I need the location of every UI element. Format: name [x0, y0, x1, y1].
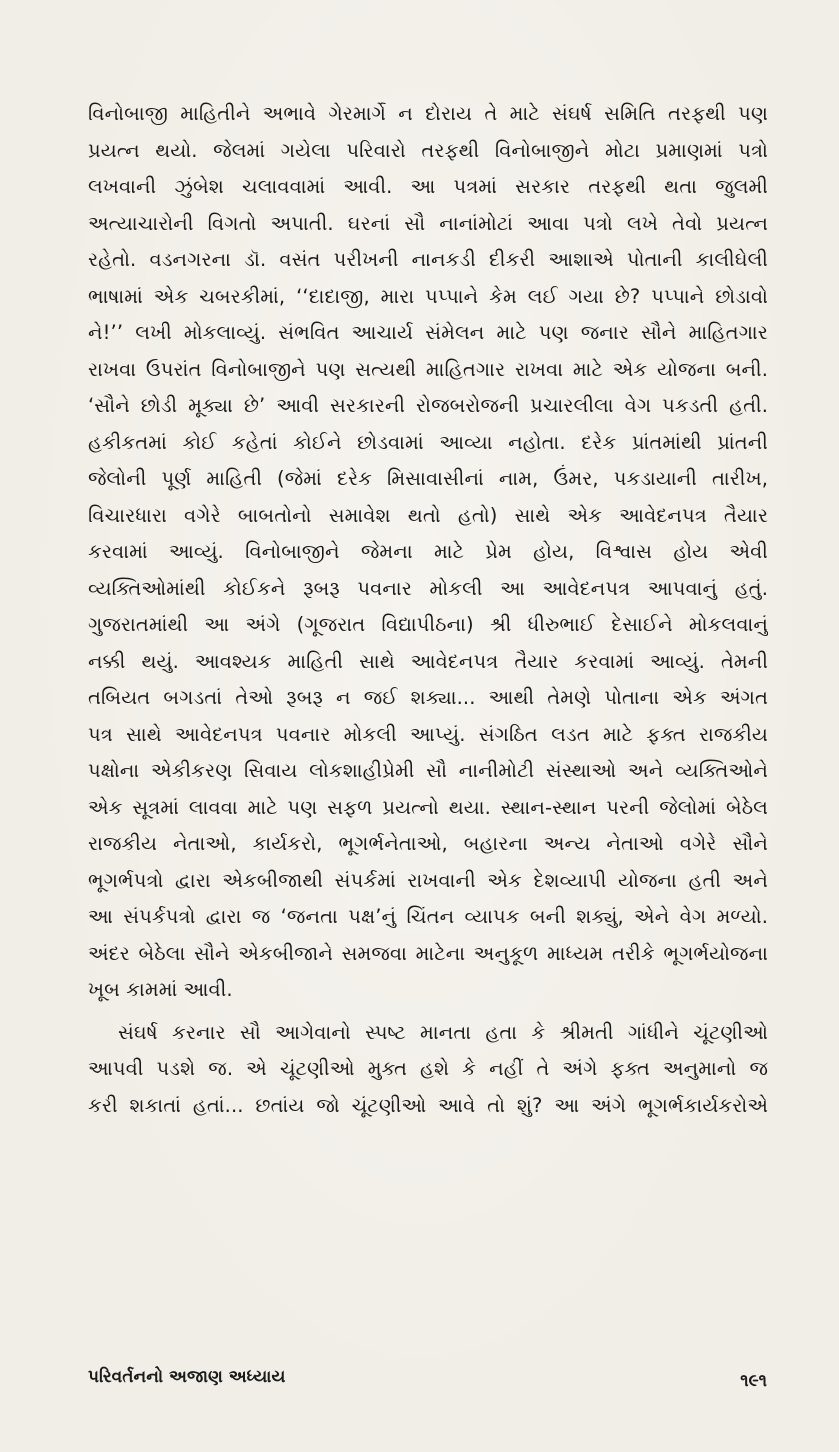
paragraph-1 — [88, 96, 768, 1009]
text-line: ને!’’ લખી મોકલાવ્યું. સંભવિત આચાર્ય સંમેલન માટે પણ જનાર સૌને માહિતગાર — [88, 321, 768, 344]
text-line: પત્ર સાથે આવેદનપત્ર પવનાર મોકલી આપ્યું. સંગઠિત લડત માટે ફક્ત રાજકીય — [88, 722, 768, 746]
text-line: વિનોબાજી માહિતીને અભાવે ગેરમાર્ગે ન દોરાય તે માટે સંઘર્ષ સમિતિ તરફથી પણ — [88, 102, 768, 125]
text-line: રાજકીય નેતાઓ, કાર્યકરો, ભૂગર્ભનેતાઓ, બહારના અન્ય નેતાઓ વગેરે સૌને — [88, 832, 768, 855]
text-line: વ્યક્તિઓમાંથી કોઈકને રૂબરૂ પવનાર મોકલી આ આવેદનપત્ર આપવાનું હતું. — [88, 576, 768, 600]
text-line: કરી શકાતાં હતાં... છતાંય જો ચૂંટણીઓ આવે તો શું? આ અંગે ભૂગર્ભકાર્યકરોએ — [88, 1093, 768, 1117]
text-line: નક્કી થયું. આવશ્યક માહિતી સાથે આવેદનપત્ર તૈયાર કરવામાં આવ્યું. તેમની — [88, 649, 768, 673]
text-line: એક સૂત્રમાં લાવવા માટે પણ સફળ પ્રયત્નો થયા. સ્થાન-સ્થાન પરની જેલોમાં બેઠેલ — [88, 795, 768, 819]
text-line: ભૂગર્ભપત્રો દ્વારા એકબીજાથી સંપર્કમાં રાખવાની એક દેશવ્યાપી યોજના હતી અને — [88, 868, 768, 892]
text-line: પક્ષોના એકીકરણ સિવાય લોકશાહીપ્રેમી સૌ નાનીમોટી સંસ્થાઓ અને વ્યક્તિઓને — [88, 759, 768, 782]
text-line: વિચારધારા વગેરે બાબતોનો સમાવેશ થતો હતો) સાથે એક આવેદનપત્ર તૈયાર — [88, 503, 768, 527]
text-line: ‘સૌને છોડી મૂક્યા છે’ આવી સરકારની રોજબરોજની પ્રચારલીલા વેગ પકડતી હતી. — [88, 394, 768, 417]
text-line: ભાષામાં એક ચબરકીમાં, ‘‘દાદાજી, મારા પપ્પાને કેમ લઈ ગયા છે? પપ્પાને છોડાવો — [88, 284, 768, 308]
text-line: કરવામાં આવ્યું. વિનોબાજીને જેમના માટે પ્રેમ હોય, વિશ્વાસ હોય એવી — [88, 540, 768, 563]
text-line: ખૂબ કામમાં આવી. — [88, 978, 233, 1001]
text-line: જેલોની પૂર્ણ માહિતી (જેમાં દરેક મિસાવાસીનાં નામ, ઉંમર, પકડાયાની તારીખ, — [88, 467, 768, 490]
text-line: અત્યાચારોની વિગતો અપાતી. ઘરનાં સૌ નાનાંમોટાં આવા પત્રો લખે તેવો પ્રયત્ન — [88, 211, 768, 235]
text-line: લખવાની ઝુંબેશ ચલાવવામાં આવી. આ પત્રમાં સરકાર તરફથી થતા જુલમી — [88, 175, 768, 198]
text-line: સંઘર્ષ કરનાર સૌ આગેવાનો સ્પષ્ટ માનતા હતા કે શ્રીમતી ગાંધીને ચૂંટણીઓ — [118, 1020, 768, 1044]
text-line: ગુજરાતમાંથી આ અંગે (ગૂજરાત વિદ્યાપીઠના) શ્રી ધીરુભાઈ દેસાઈને મોકલવાનું — [88, 613, 768, 636]
body-text — [88, 96, 768, 1124]
running-title: પરિવર્તનનો અજાણ અધ્યાય — [88, 1367, 286, 1387]
text-line: રહેતો. વડનગરના ડૉ. વસંત પરીખની નાનકડી દીકરી આશાએ પોતાની કાલીઘેલી — [88, 248, 768, 271]
text-line: આપવી પડશે જ. એ ચૂંટણીઓ મુક્ત હશે કે નહીં તે અંગે ફક્ત અનુમાનો જ — [88, 1057, 768, 1080]
text-line: આ સંપર્કપત્રો દ્વારા જ ‘જનતા પક્ષ’નું ચિંતન વ્યાપક બની શક્યું, એને વેગ મળ્યો. — [88, 905, 768, 928]
text-line: પ્રયત્ન થયો. જેલમાં ગયેલા પરિવારો તરફથી વિનોબાજીને મોટા પ્રમાણમાં પત્રો — [88, 138, 768, 162]
page-footer — [88, 1367, 767, 1397]
text-line: તબિયત બગડતાં તેઓ રૂબરૂ ન જઈ શક્યા... આથી તેમણે પોતાના એક અંગત — [88, 686, 768, 709]
text-line: અંદર બેઠેલા સૌને એકબીજાને સમજવા માટેના અનુકૂળ માધ્યમ તરીકે ભૂગર્ભયોજના — [88, 941, 768, 965]
paragraph-2 — [88, 1015, 768, 1125]
text-line: રાખવા ઉપરાંત વિનોબાજીને પણ સત્યથી માહિતગાર રાખવા માટે એક યોજના બની. — [88, 357, 768, 381]
text-line: હકીકતમાં કોઈ કહેતાં કોઈને છોડવામાં આવ્યા નહોતા. દરેક પ્રાંતમાંથી પ્રાંતની — [88, 430, 768, 454]
page-number: ૧૯૧ — [740, 1371, 767, 1391]
